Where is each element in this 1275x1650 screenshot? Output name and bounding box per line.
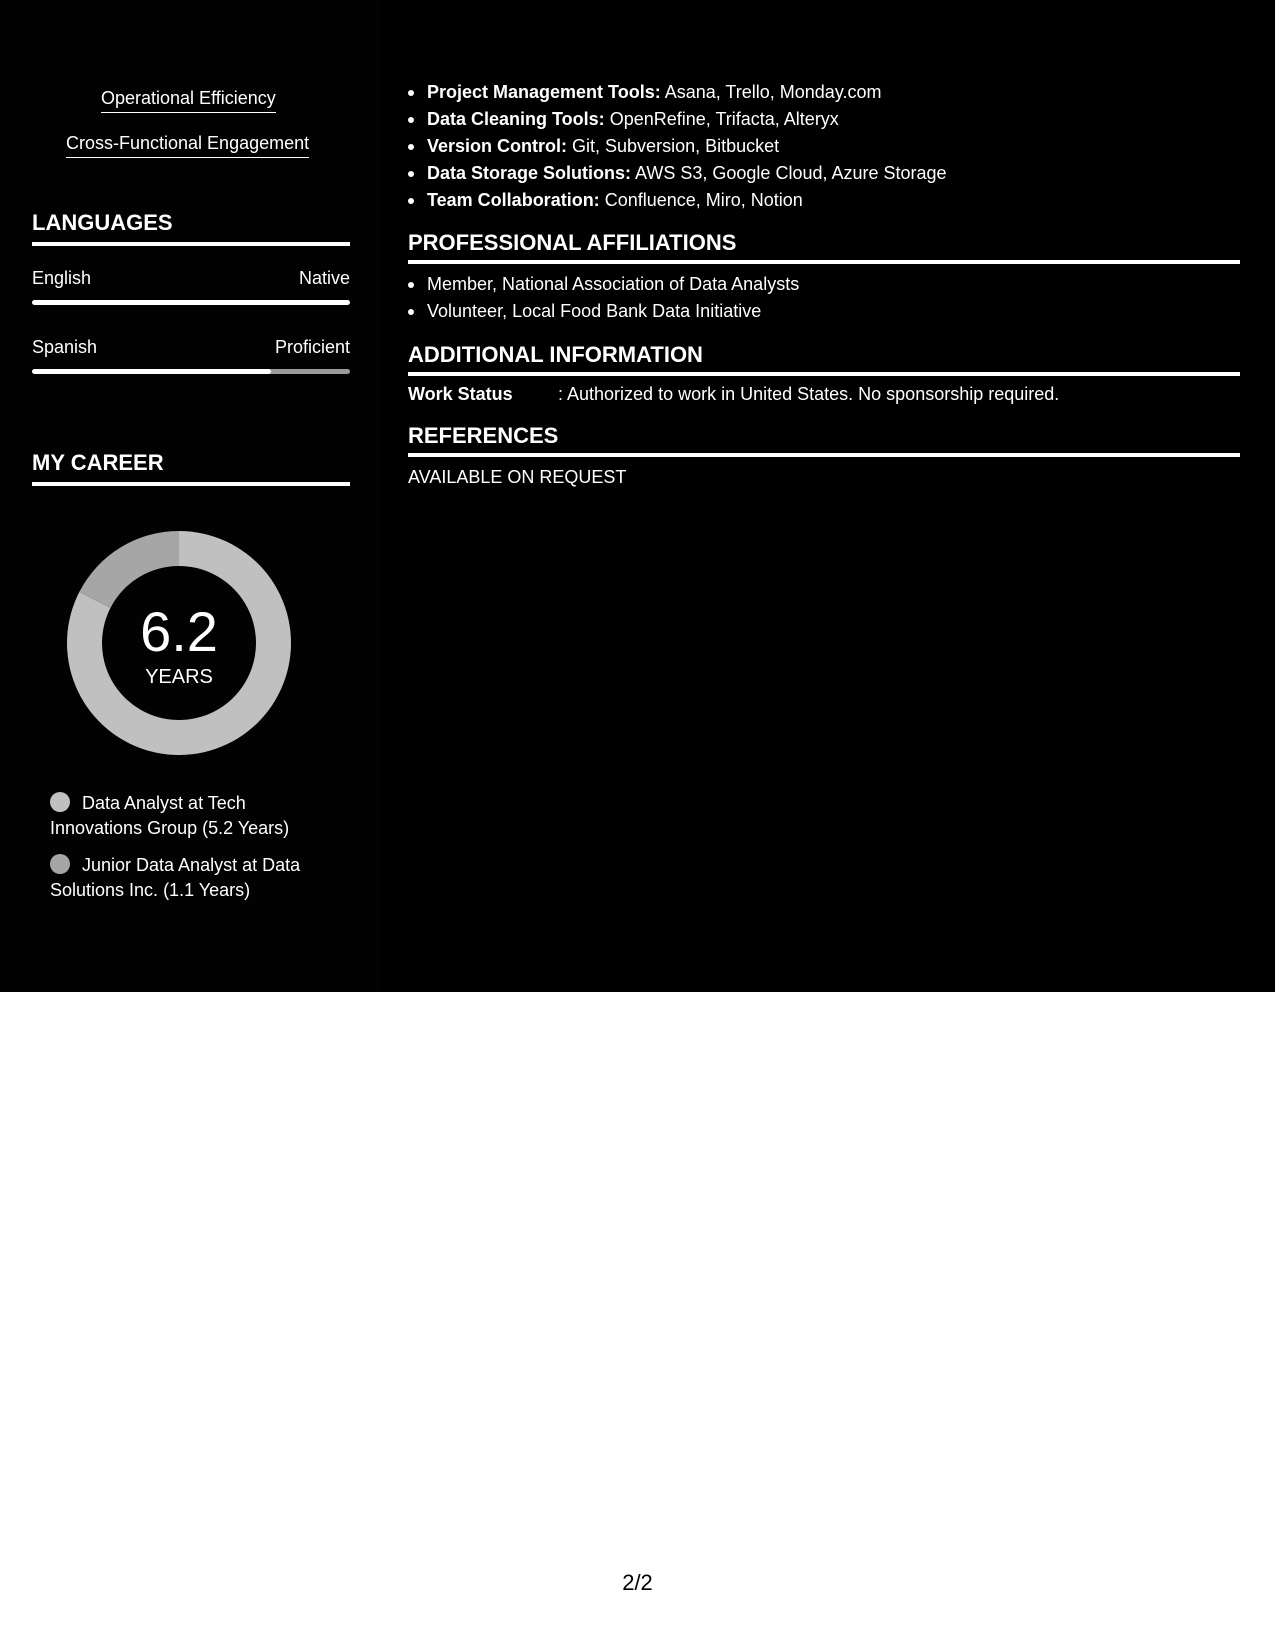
skill-tag-operational-efficiency: Operational Efficiency [101,88,276,113]
language-proficiency-fill [32,369,271,374]
language-row-english [32,268,350,308]
tool-item [408,160,1240,187]
tool-item [408,133,1240,160]
tool-label: Data Storage Solutions: [427,163,632,183]
career-legend-item [50,791,340,841]
career-legend-item [50,853,340,903]
tool-value: Confluence, Miro, Notion [604,190,803,210]
tool-label: Team Collaboration: [427,190,600,210]
career-heading: MY CAREER [32,450,350,486]
additional-info-heading: ADDITIONAL INFORMATION [408,342,1240,376]
languages-heading: LANGUAGES [32,210,350,246]
skill-tag-cross-functional-engagement: Cross-Functional Engagement [66,133,309,158]
affiliation-item: Member, National Association of Data Analysts [408,271,1240,298]
career-total-unit: YEARS [145,666,213,688]
legend-dot-icon [50,792,70,812]
main-column [408,79,1240,214]
career-legend-label: Data Analyst at Tech Innovations Group (5.2 Years) [50,793,290,838]
affiliations-list [408,271,1240,325]
language-proficiency-fill [32,300,350,305]
affiliations-section [408,271,1240,325]
work-status-row [408,384,1240,405]
language-name: English [32,268,92,288]
work-status-value: : Authorized to work in United States. No sponsorship required. [558,384,1060,404]
references-heading: REFERENCES [408,423,1240,457]
language-name: Spanish [32,337,98,357]
tool-label: Version Control: [427,136,568,156]
tool-label: Data Cleaning Tools: [427,109,605,129]
career-total-years: 6.2 [140,600,218,663]
career-legend-label: Junior Data Analyst at Data Solutions Inc. (1.1 Years) [50,855,301,900]
affiliations-heading: PROFESSIONAL AFFILIATIONS [408,230,1240,264]
tool-item [408,106,1240,133]
career-donut-chart [66,530,292,756]
tool-item [408,79,1240,106]
legend-dot-icon [50,854,70,874]
references-text: AVAILABLE ON REQUEST [408,467,627,487]
language-row-spanish [32,337,350,377]
tool-value: Git, Subversion, Bitbucket [572,136,780,156]
language-level: Proficient [274,337,350,357]
tool-value: Asana, Trello, Monday.com [664,82,882,102]
tool-value: AWS S3, Google Cloud, Azure Storage [635,163,947,183]
donut-segment-1 [79,531,179,608]
tool-item [408,187,1240,214]
page-number: 2/2 [622,1570,653,1595]
work-status-label: Work Status [408,384,513,404]
tool-label: Project Management Tools: [427,82,661,102]
language-proficiency-bar [32,300,350,305]
sidebar [0,0,380,992]
affiliation-item: Volunteer, Local Food Bank Data Initiative [408,298,1240,325]
tools-list [408,79,1240,214]
language-level: Native [298,268,350,288]
tool-value: OpenRefine, Trifacta, Alteryx [609,109,839,129]
language-proficiency-bar [32,369,350,374]
